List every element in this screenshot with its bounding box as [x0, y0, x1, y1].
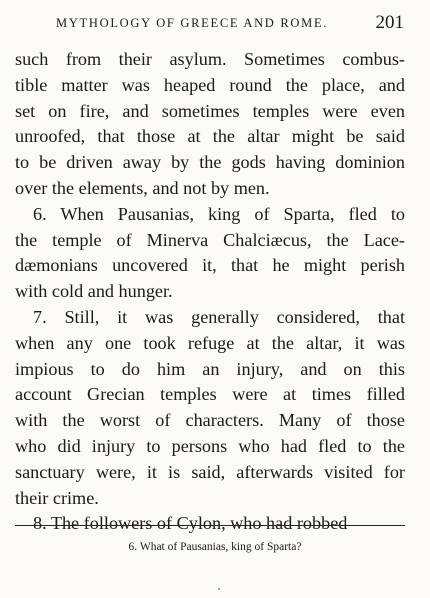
text-line: 8. The followers of Cylon, who had robbed: [33, 513, 348, 534]
text-line: with cold and hunger.: [15, 281, 173, 302]
footnote-divider: [15, 525, 405, 526]
text-line: the temple of Minerva Chalciæcus, the Lace-: [15, 229, 405, 250]
text-line: their crime.: [15, 487, 99, 508]
page-number: 201: [375, 12, 404, 33]
text-line: who did injury to persons who had fled to the: [15, 435, 405, 456]
text-line: dæmonians uncovered it, that he might perish: [15, 255, 405, 276]
text-line: unroofed, that those at the altar might be said: [15, 126, 405, 147]
body-text: [15, 47, 405, 537]
page-header: [56, 12, 404, 34]
running-title: MYTHOLOGY OF GREECE AND ROME.: [56, 16, 329, 30]
text-line: when any one took refuge at the altar, it was: [15, 332, 405, 353]
text-line: set on fire, and sometimes temples were even: [15, 100, 405, 121]
text-line: 7. Still, it was generally considered, that: [33, 306, 405, 327]
text-line: such from their asylum. Sometimes combus-: [15, 49, 405, 69]
text-line: 6. When Pausanias, king of Sparta, fled to: [33, 203, 405, 224]
text-line: over the elements, and not by men.: [15, 177, 270, 198]
text-line: account Grecian temples were at times filled: [15, 384, 405, 405]
text-line: tible matter was heaped round the place, and: [15, 74, 405, 95]
footnote: 6. What of Pausanias, king of Sparta?: [128, 541, 302, 553]
paper-speck: [218, 588, 220, 590]
text-line: to be driven away by the gods having dominion: [15, 152, 405, 173]
text-line: with the worst of characters. Many of those: [15, 410, 405, 431]
text-line: impious to do him an injury, and on this: [15, 358, 405, 379]
text-line: sanctuary were, it is said, afterwards visited for: [15, 461, 405, 482]
